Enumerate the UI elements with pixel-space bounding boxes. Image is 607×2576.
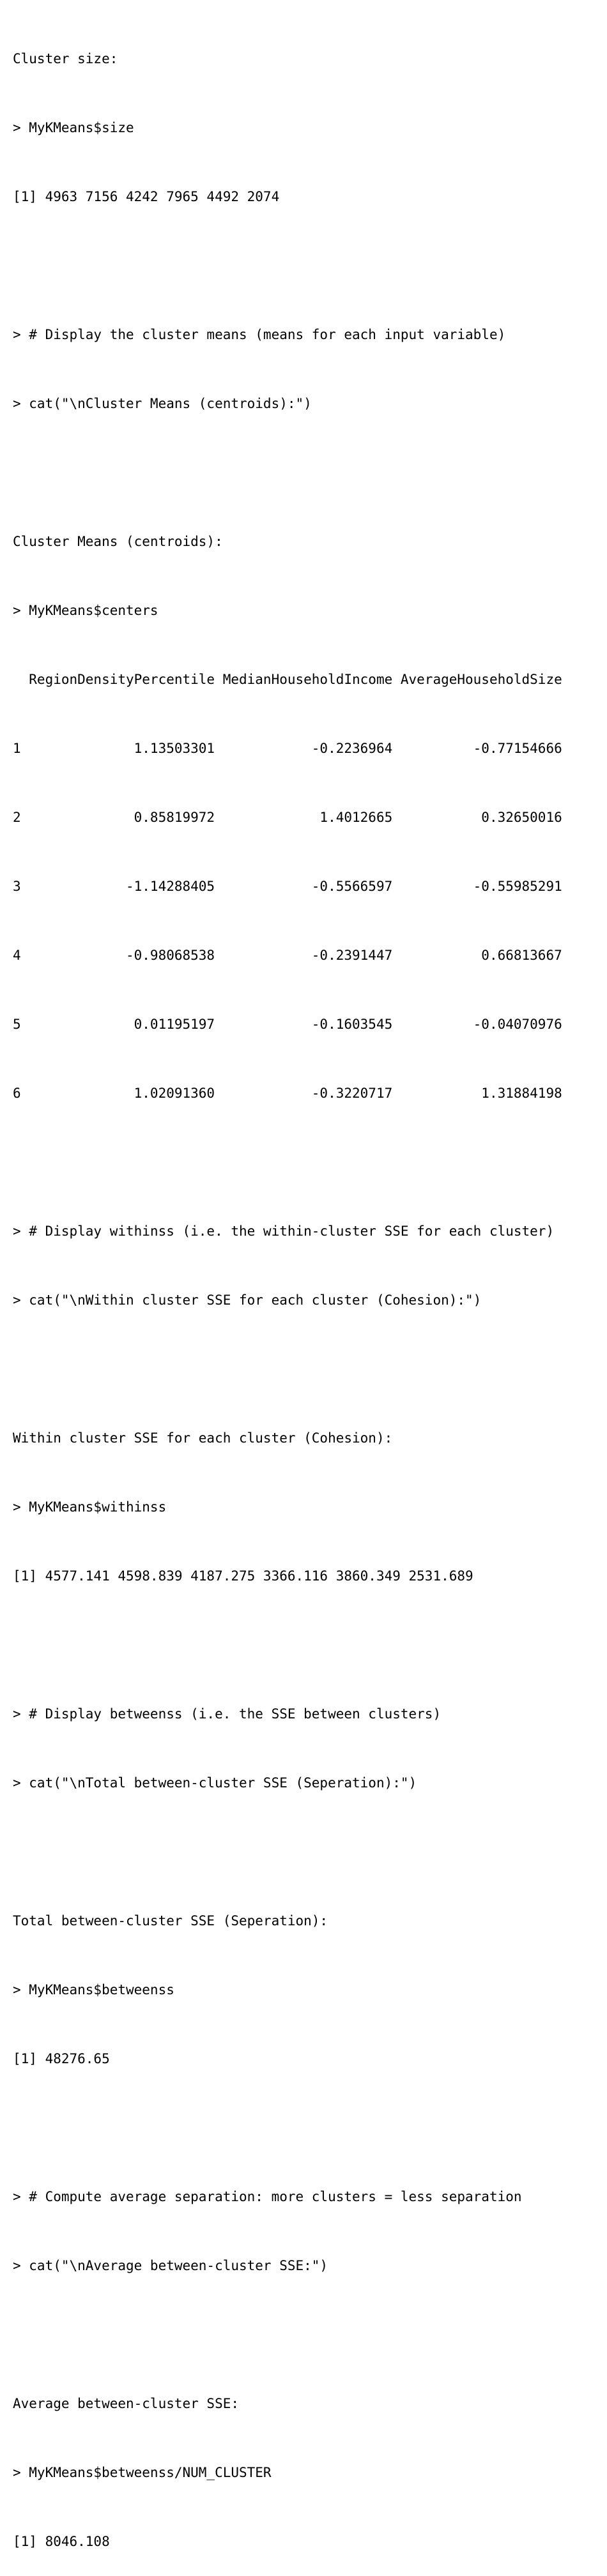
blank-line: [13, 2116, 601, 2139]
output-cluster-size-values: [1] 4963 7156 4242 7965 4492 2074: [13, 189, 280, 204]
command-line-centers: > MyKMeans$centers: [13, 603, 158, 618]
output-label-cluster-means: Cluster Means (centroids):: [13, 534, 223, 549]
centers-table-row: 6 1.02091360 -0.3220717 1.31884198: [13, 1086, 562, 1101]
centers-table-row: 3 -1.14288405 -0.5566597 -0.55985291: [13, 879, 562, 894]
command-line-cat-average: > cat("\nAverage between-cluster SSE:"): [13, 2258, 328, 2273]
output-withinss-values: [1] 4577.141 4598.839 4187.275 3366.116 3860.349 2531.689: [13, 1568, 473, 1584]
command-line-betweenss-div: > MyKMeans$betweenss/NUM_CLUSTER: [13, 2465, 272, 2480]
output-average-value: [1] 8046.108: [13, 2534, 110, 2549]
comment-line-cluster-means: > # Display the cluster means (means for each input variable): [13, 327, 506, 342]
centers-table-row: 4 -0.98068538 -0.2391447 0.66813667: [13, 948, 562, 963]
blank-line: [13, 1151, 601, 1174]
blank-line: [13, 2323, 601, 2346]
centers-table-row: 1 1.13503301 -0.2236964 -0.77154666: [13, 741, 562, 756]
centers-table-header: RegionDensityPercentile MedianHouseholdIncome AverageHouseholdSize: [13, 672, 562, 687]
output-label-between-sse: Total between-cluster SSE (Seperation):: [13, 1913, 328, 1928]
command-line-cat-within: > cat("\nWithin cluster SSE for each cluster (Cohesion):"): [13, 1292, 482, 1308]
output-label-average-sse: Average between-cluster SSE:: [13, 2396, 240, 2411]
command-line-betweenss: > MyKMeans$betweenss: [13, 1982, 174, 1997]
output-label-cluster-size: Cluster size:: [13, 51, 118, 66]
blank-line: [13, 461, 601, 484]
blank-line: [13, 1358, 601, 1381]
command-line-cat-means: > cat("\nCluster Means (centroids):"): [13, 396, 312, 411]
blank-line: [13, 1633, 601, 1656]
r-console-output: [13, 1, 601, 2576]
comment-line-average-separation: > # Compute average separation: more clusters = less separation: [13, 2189, 522, 2204]
command-line-cat-between: > cat("\nTotal between-cluster SSE (Seperation):"): [13, 1775, 417, 1791]
comment-line-betweenss: > # Display betweenss (i.e. the SSE between clusters): [13, 1706, 442, 1722]
blank-line: [13, 1840, 601, 1863]
blank-line: [13, 254, 601, 277]
command-line-withinss: > MyKMeans$withinss: [13, 1499, 167, 1515]
output-betweenss-value: [1] 48276.65: [13, 2051, 110, 2066]
centers-table-row: 5 0.01195197 -0.1603545 -0.04070976: [13, 1017, 562, 1032]
output-label-within-sse: Within cluster SSE for each cluster (Cohesion):: [13, 1430, 393, 1446]
comment-line-withinss: > # Display withinss (i.e. the within-cluster SSE for each cluster): [13, 1224, 555, 1239]
centers-table-row: 2 0.85819972 1.4012665 0.32650016: [13, 810, 562, 825]
command-line-size: > MyKMeans$size: [13, 120, 134, 135]
